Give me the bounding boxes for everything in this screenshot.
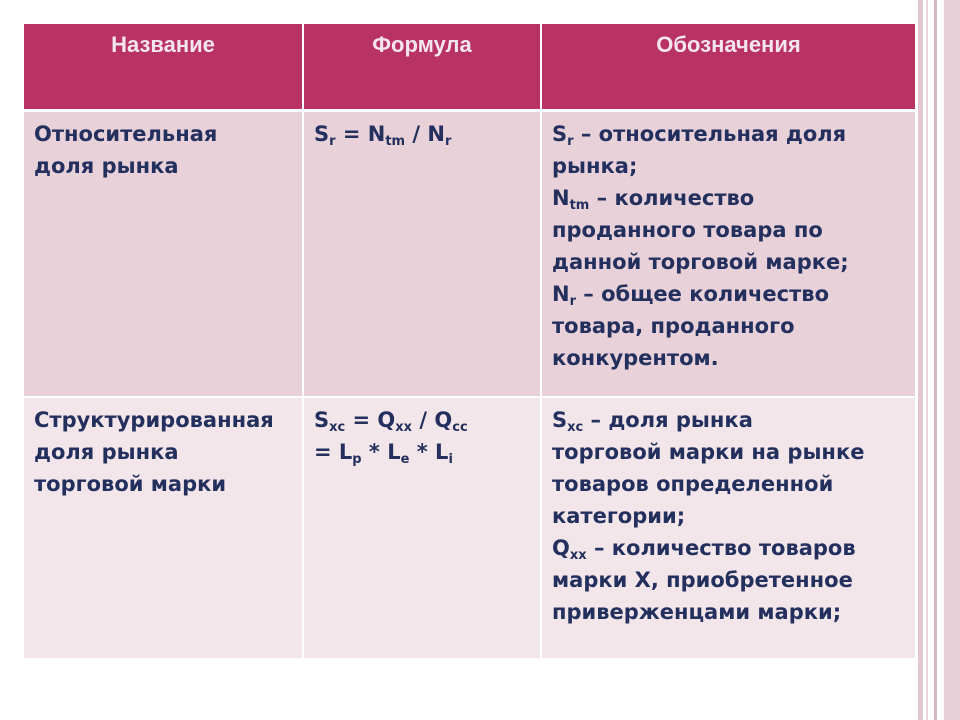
subscript: xx	[569, 548, 587, 563]
cell-line: доля рынка	[34, 440, 179, 464]
subscript: cc	[452, 420, 468, 435]
cell-line: категории;	[552, 504, 686, 528]
subscript: tm	[569, 198, 590, 213]
cell-line: $N_r$ – общее количество	[552, 282, 829, 309]
cell-line: проданного товара по	[552, 218, 823, 242]
cell-line: марки X, приобретенное	[552, 568, 853, 592]
cell-line: Структурированная	[34, 408, 274, 432]
decorative-edge-line	[934, 0, 937, 720]
cell-line: доля рынка	[34, 154, 179, 178]
cell-line: $N_{tm}$ – количество	[552, 186, 755, 213]
cell-line: $S_r$ – относительная доля	[552, 122, 847, 149]
notation-cell	[541, 397, 916, 659]
cell-line: $S_{xc}$ – доля рынка	[552, 408, 753, 435]
cell-line: товаров определенной	[552, 472, 834, 496]
cell-line: $S_{xc} = Q_{xx} / Q_{cc}$	[314, 408, 468, 435]
name-cell	[23, 397, 303, 659]
subscript: e	[400, 452, 410, 467]
subscript: r	[329, 134, 336, 149]
decorative-edge-band	[944, 0, 960, 720]
cell-line: рынка;	[552, 154, 638, 178]
header-name: Название	[23, 23, 303, 111]
cell-line: товара, проданного	[552, 314, 795, 338]
decorative-edge-line	[918, 0, 923, 720]
decorative-edge-line	[926, 0, 928, 720]
header-formula: Формула	[303, 23, 541, 111]
cell-line: = $L_p * L_e * L_i$	[314, 440, 453, 467]
cell-line: приверженцами марки;	[552, 600, 842, 624]
name-cell	[23, 111, 303, 398]
cell-line: $Q_{xx}$ – количество товаров	[552, 536, 856, 563]
cell-line: торговой марки на рынке	[552, 440, 865, 464]
table-row	[23, 111, 916, 398]
subscript: xc	[567, 420, 584, 435]
cell-line: конкурентом.	[552, 346, 719, 370]
cell-line: $S_r = N_{tm} / N_r$	[314, 122, 452, 149]
table-header-row	[23, 23, 916, 111]
subscript: xc	[329, 420, 346, 435]
cell-line: данной торговой марке;	[552, 250, 849, 274]
subscript: r	[569, 294, 576, 309]
subscript: p	[352, 452, 362, 467]
notation-cell	[541, 111, 916, 398]
subscript: i	[448, 452, 453, 467]
formula-table	[22, 22, 917, 660]
cell-line: торговой марки	[34, 472, 227, 496]
formula-cell	[303, 111, 541, 398]
cell-line: Относительная	[34, 122, 218, 146]
subscript: r	[444, 134, 452, 149]
formula-cell	[303, 397, 541, 659]
header-notation: Обозначения	[541, 23, 916, 111]
subscript: r	[567, 134, 574, 149]
subscript: tm	[385, 134, 406, 149]
subscript: xx	[395, 420, 413, 435]
table-row	[23, 397, 916, 659]
